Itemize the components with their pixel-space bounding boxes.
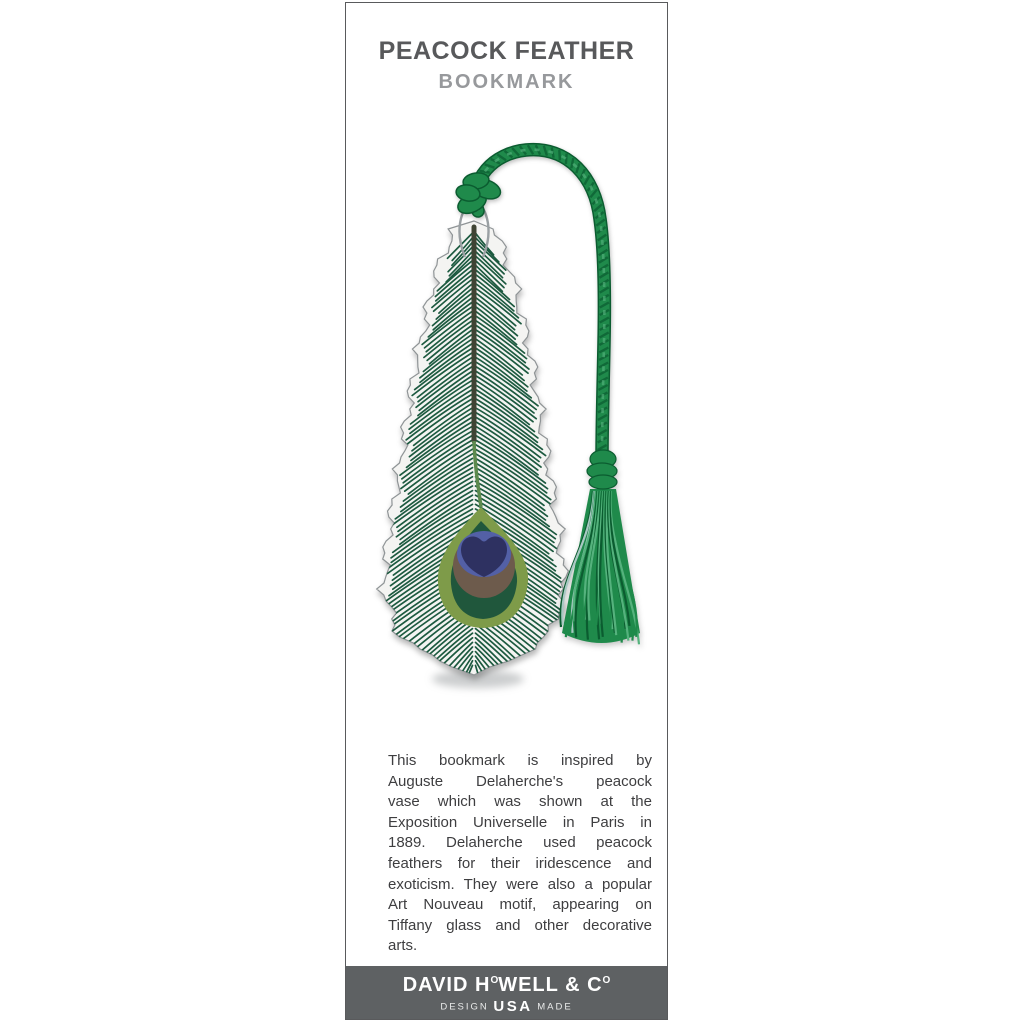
- tagline-made: MADE: [537, 1001, 573, 1013]
- brand-logo-superscript: O: [602, 975, 611, 986]
- description-line: Exposition Universelle in Paris in: [388, 813, 652, 831]
- feather-bookmark-illustration: [352, 141, 668, 716]
- description-line: Art Nouveau motif, appearing on: [388, 896, 652, 914]
- tassel-group: [560, 450, 640, 644]
- brand-logo: [346, 974, 667, 997]
- description-line: vase which was shown at the: [388, 793, 652, 811]
- tagline-design: DESIGN: [440, 1001, 489, 1013]
- page-title: PEACOCK FEATHER: [378, 37, 635, 65]
- feather-group: [377, 221, 569, 722]
- brand-tagline: [346, 998, 667, 1015]
- tagline-usa: USA: [493, 998, 533, 1015]
- description-line: Auguste Delaherche's peacock: [388, 772, 652, 790]
- card-header: [346, 3, 667, 94]
- product-card: [345, 2, 668, 1020]
- brand-logo-superscript: O: [490, 975, 499, 986]
- description-line: arts.: [388, 937, 418, 955]
- brand-logo-text: WELL & C: [498, 974, 603, 996]
- description-line: 1889. Delaherche used peacock: [388, 834, 652, 852]
- description-line: This bookmark is inspired by: [388, 752, 652, 769]
- page-subtitle: BOOKMARK: [438, 71, 575, 93]
- peacock-feather-image: [352, 141, 668, 716]
- brand-logo-text: DAVID H: [402, 974, 491, 996]
- description-line: Tiffany glass and other decorative: [388, 916, 652, 934]
- product-description: [388, 751, 652, 957]
- brand-footer: [346, 966, 667, 1019]
- description-line: feathers for their iridescence and: [388, 854, 652, 872]
- description-line: exoticism. They were also a popular: [388, 875, 652, 893]
